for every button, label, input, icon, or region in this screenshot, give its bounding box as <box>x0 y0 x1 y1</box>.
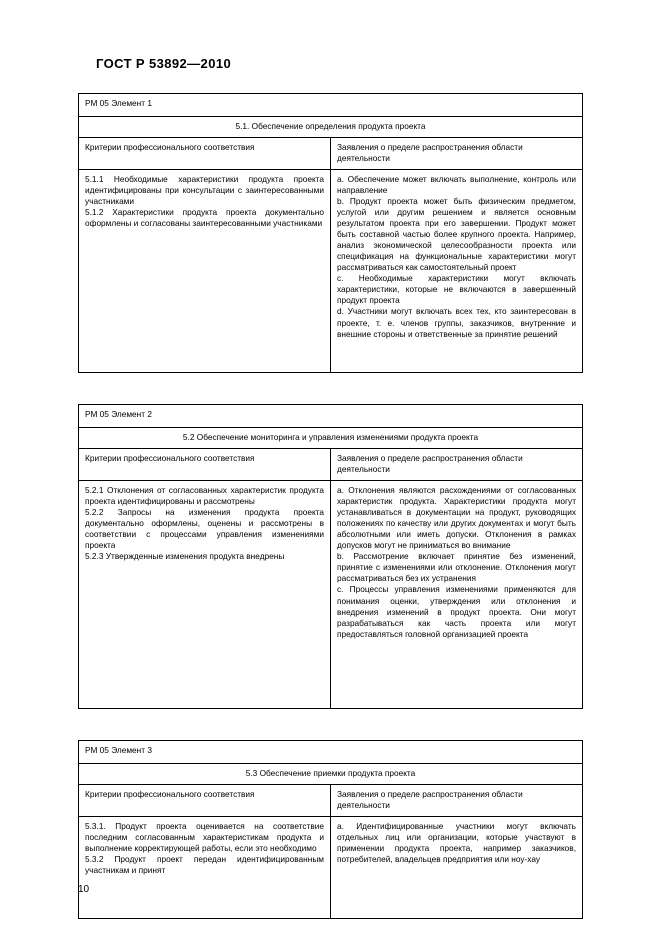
range-cell <box>331 170 583 373</box>
criteria-paragraph: 5.2.3 Утвержденные изменения продукта внедрены <box>85 551 285 562</box>
column-header-range: Заявления о пределе распространения области деятельности <box>331 138 583 170</box>
section-title: 5.1. Обеспечение определения продукта проекта <box>79 117 583 138</box>
range-paragraph: а. Идентифицированные участники могут включать отдельных лиц или организации, которые участвуют в применении продукта проекта, например заказчиков, потребителей, владельцев предприятия или ноу-хау <box>337 821 576 865</box>
table-row <box>79 117 583 138</box>
element-label: РМ 05 Элемент 1 <box>79 94 583 117</box>
criteria-paragraph: 5.3.2 Продукт проект передан идентифицированным участникам и принят <box>85 854 324 876</box>
competency-block-2 <box>78 404 583 709</box>
table-row <box>79 785 583 817</box>
table-row <box>79 138 583 170</box>
range-cell <box>331 481 583 709</box>
column-header-range: Заявления о пределе распространения области деятельности <box>331 449 583 481</box>
criteria-paragraph: 5.2.2 Запросы на изменения продукта проекта документально оформлены, оценены и рассмотрены в соответствии с процессами управления изменениями проекта <box>85 507 324 551</box>
table-row <box>79 764 583 785</box>
criteria-cell <box>79 170 331 373</box>
table-row <box>79 170 583 373</box>
criteria-cell <box>79 817 331 919</box>
column-header-range: Заявления о пределе распространения области деятельности <box>331 785 583 817</box>
range-paragraph: d. Участники могут включать всех тех, кто заинтересован в проекте, т. е. членов группы, заказчиков, внутренние и внешние стороны и ответственные за принятие решений <box>337 306 576 339</box>
column-header-criteria: Критерии профессионального соответствия <box>79 449 331 481</box>
criteria-paragraph: 5.1.2 Характеристики продукта проекта документально оформлены и согласованы заинтересованными участниками <box>85 207 324 229</box>
table-row <box>79 449 583 481</box>
page-content <box>0 71 661 919</box>
criteria-cell <box>79 481 331 709</box>
table-row <box>79 741 583 764</box>
range-paragraph: а. Обеспечение может включать выполнение, контроль или направление <box>337 174 576 196</box>
page-title: ГОСТ Р 53892—2010 <box>96 56 232 71</box>
table-row <box>79 481 583 709</box>
table-row <box>79 94 583 117</box>
page-number: 10 <box>78 884 90 895</box>
criteria-paragraph: 5.2.1 Отклонения от согласованных характеристик продукта проекта идентифицированы и рассмотрены <box>85 485 324 507</box>
column-header-criteria: Критерии профессионального соответствия <box>79 138 331 170</box>
range-paragraph: с. Процессы управления изменениями применяются для понимания оценки, утверждения или отклонения и внедрения изменений в продукт проекта. Они могут разрабатываться как часть проекта или могут предоставляться головной организацией проекта <box>337 584 576 639</box>
criteria-paragraph: 5.1.1 Необходимые характеристики продукта проекта идентифицированы при консультации с заинтересованными участниками <box>85 174 324 207</box>
criteria-paragraph: 5.3.1. Продукт проекта оценивается на соответствие последним согласованным характеристикам продукта и выполнение корректирующей работы, если это необходимо <box>85 821 324 854</box>
table-row <box>79 405 583 428</box>
range-paragraph: с. Необходимые характеристики могут включать характеристики, которые не включаются в завершенный продукт проекта <box>337 273 576 306</box>
range-paragraph: b. Продукт проекта может быть физическим предметом, услугой или другим решением и является основным результатом проекта при его завершении. Продукт может быть составной частью более крупного проекта. Например, анализ экономической целесообразности проекта или спецификация на функциональные характеристики могут рассматриваться как самостоятельный проект <box>337 196 576 273</box>
table-row <box>79 428 583 449</box>
table-row <box>79 817 583 919</box>
section-title: 5.3 Обеспечение приемки продукта проекта <box>79 764 583 785</box>
range-paragraph: а. Отклонения являются расхождениями от согласованных характеристик продукта. Характеристики продукта могут устанавливаться в документации на продукт, руководящих положениях по качеству или других документах и могут быть абсолютными или иметь допуски. Отклонения в рамках допусков могут не приниматься во внимание <box>337 485 576 551</box>
range-paragraph: b. Рассмотрение включает принятие без изменений, принятие с изменениями или отклонение. Отклонения могут рассматриваться без их устранения <box>337 551 576 584</box>
element-label: РМ 05 Элемент 2 <box>79 405 583 428</box>
element-label: РМ 05 Элемент 3 <box>79 741 583 764</box>
competency-block-1 <box>78 93 583 373</box>
column-header-criteria: Критерии профессионального соответствия <box>79 785 331 817</box>
section-title: 5.2 Обеспечение мониторинга и управления изменениями продукта проекта <box>79 428 583 449</box>
competency-block-3 <box>78 740 583 919</box>
range-cell <box>331 817 583 919</box>
